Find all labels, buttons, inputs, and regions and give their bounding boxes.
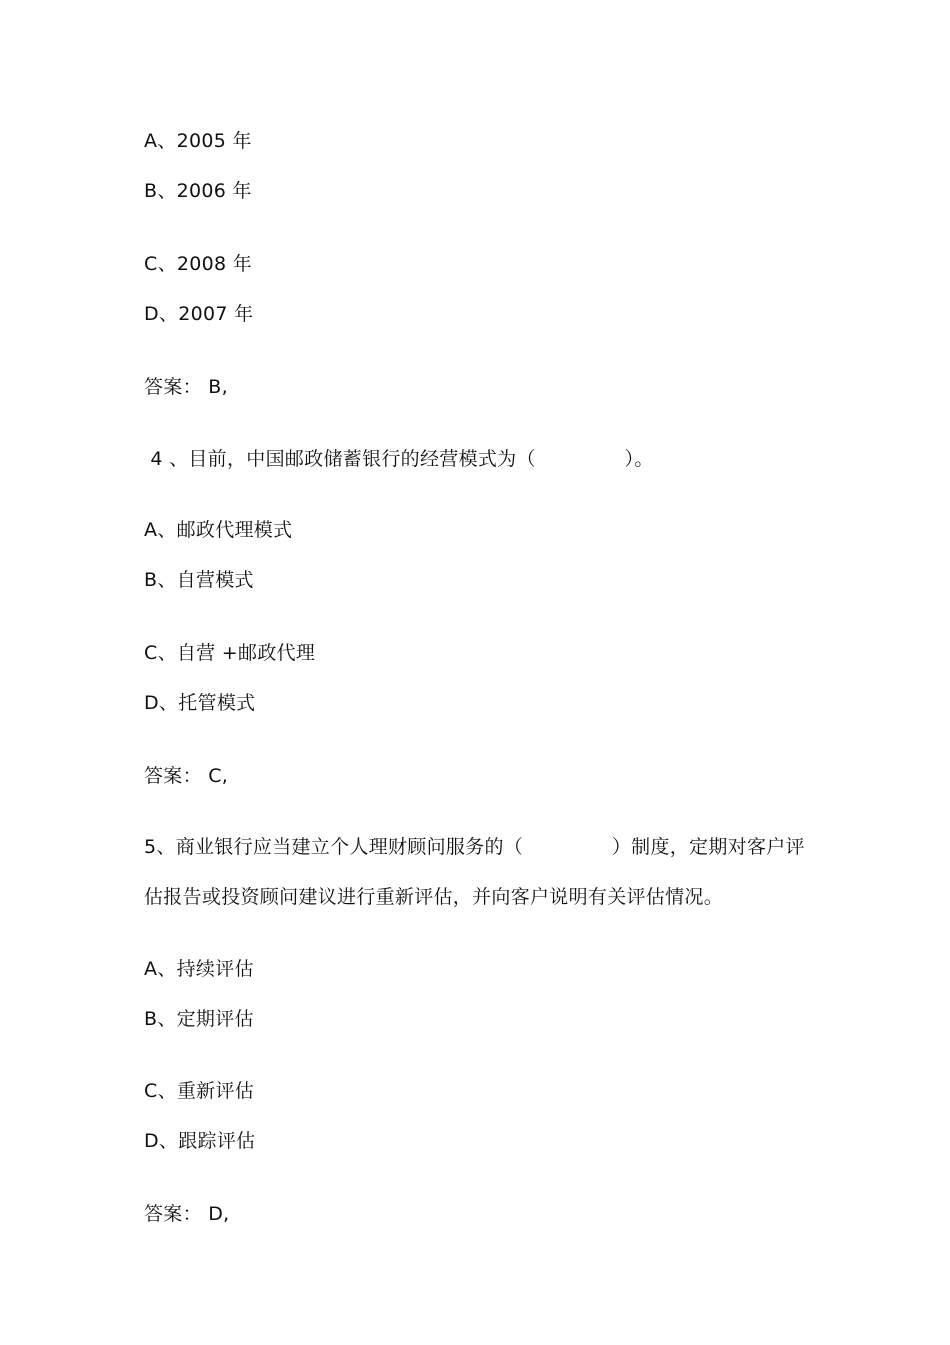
q3-option-c: C、2008 年 (144, 253, 253, 275)
q5-answer: 答案： D, (144, 1203, 230, 1225)
q5-stem-line1: 5、商业银行应当建立个人理财顾问服务的（ ）制度，定期对客户评 (144, 836, 805, 858)
q4-option-b: B、自营模式 (144, 569, 254, 591)
q3-option-d: D、2007 年 (144, 303, 254, 325)
q3-option-a: A、2005 年 (144, 130, 252, 152)
q4-option-d: D、托管模式 (144, 692, 256, 714)
q5-option-c: C、重新评估 (144, 1080, 255, 1102)
q5-option-a: A、持续评估 (144, 958, 254, 980)
q3-answer: 答案： B, (144, 376, 228, 398)
q5-option-b: B、定期评估 (144, 1008, 254, 1030)
q4-stem: 4 、目前，中国邮政储蓄银行的经营模式为（ ）。 (144, 448, 654, 470)
q4-option-a: A、邮政代理模式 (144, 519, 293, 541)
q4-option-c: C、自营 +邮政代理 (144, 642, 316, 664)
q5-stem-line2: 估报告或投资顾问建议进行重新评估，并向客户说明有关评估情况。 (144, 886, 724, 908)
q3-option-b: B、2006 年 (144, 180, 252, 202)
q4-answer: 答案： C, (144, 765, 229, 787)
q5-option-d: D、跟踪评估 (144, 1130, 256, 1152)
